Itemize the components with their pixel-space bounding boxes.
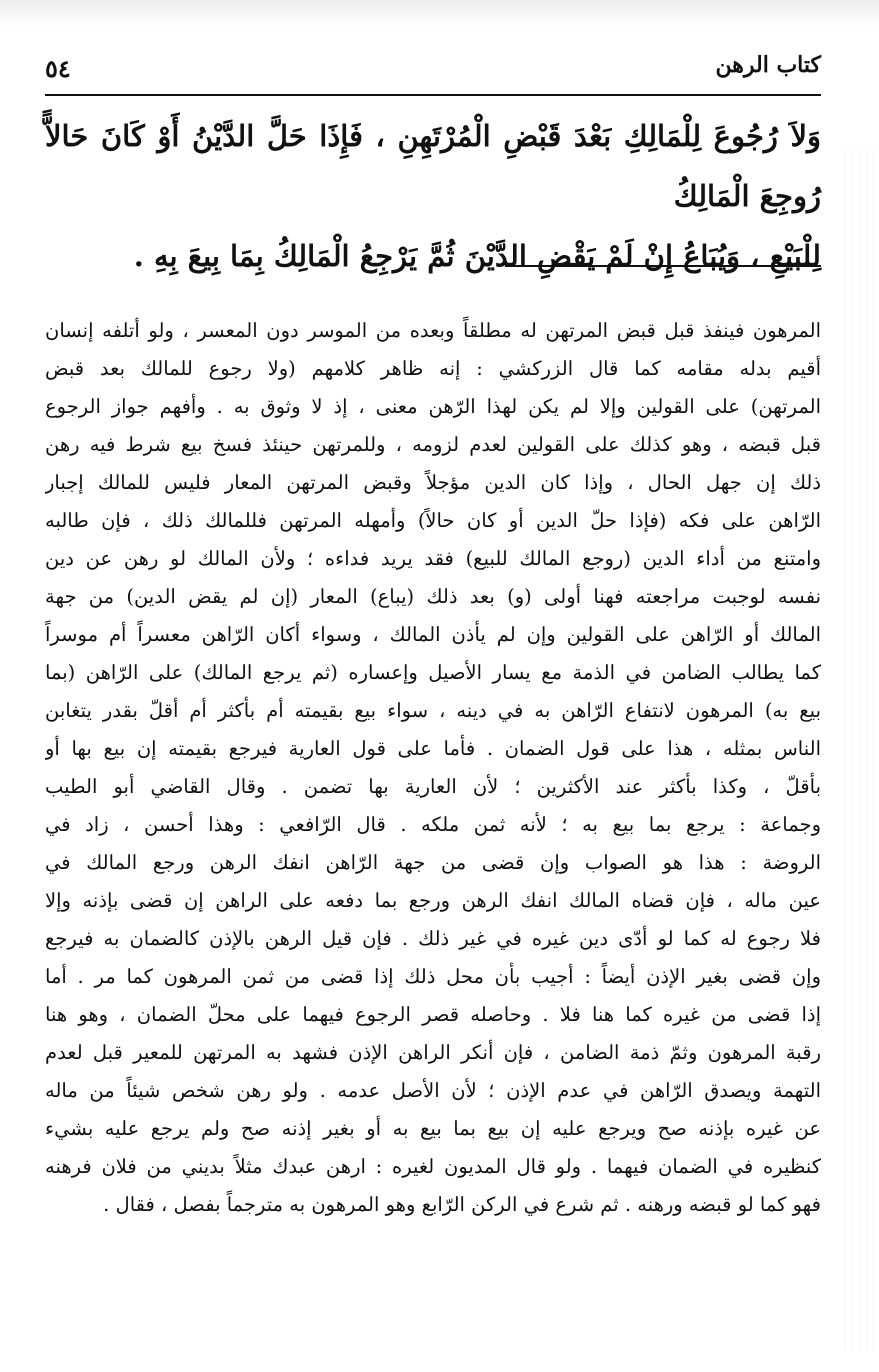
commentary-line: رقبة المرهون وثمّ ذمة الضامن ، فإن أنكر الراهن الإذن فشهد به المرتهن للمعير قبل لعدم [45,1041,821,1064]
matn-line: لِلْبَيْعِ ، وَيُبَاعُ إِنْ لَمْ يَقْضِ الدَّيْنَ ثُمَّ يَرْجِعُ الْمَالِكُ بِمَا بِيعَ بِهِ . [133,239,821,273]
running-title: كتاب الرهن [715,52,821,78]
commentary-line: إذا قضى من غيره كما هنا فلا . وحاصله قصر الرجوع فيهما على محلّ الضمان ، وهو هنا [45,1003,821,1026]
matn-line: وَلاَ رُجُوعَ لِلْمَالِكِ بَعْدَ قَبْضِ الْمُرْتَهِنِ ، فَإِذَا حَلَّ الدَّيْنُ أَوْ كَانَ حَالاًّ رُوجِعَ الْمَالِكُ [45,119,821,213]
commentary-line: المرهون فينفذ قبل قبض المرتهن له مطلقاً وبعده من الموسر دون المعسر ، ولو أتلفه إنسان [45,319,821,342]
scan-edge-right [839,150,879,1350]
commentary-line: المرتهن) على القولين وإلا لم يكن لهذا الرّهن معنى ، إذ لا وثوق به . وأفهم جواز الرجوع [45,395,821,418]
commentary-line: كنظيره في الضمان فيهما . ولو قال المديون لغيره : ارهن عبدك مثلاً بديني من فلان فرهنه [45,1155,821,1178]
header-rule [45,94,821,96]
commentary-line: المالك أو الرّاهن على القولين وإن لم يأذن المالك ، وسواء أكان الرّاهن معسراً أم موسراً [45,623,821,646]
commentary-line: التهمة ويصدق الرّاهن في عدم الإذن ؛ لأن الأصل عدمه . ولو رهن شخص شيئاً من ماله [45,1079,821,1102]
commentary-text [45,312,821,1224]
commentary-line: عن غيره بإذنه صح ويرجع عليه إن بيع بما بيع به أو بغير إذنه صح ولم يرجع عليه بشيء [45,1117,821,1140]
section-divider [505,265,821,267]
commentary-line: قبل قبضه ، وهو كذلك على القولين لعدم لزومه ، وللمرتهن حينئذ فسخ بيع شرط فيه رهن [45,433,821,456]
commentary-line: بأقلّ ، وكذا بأكثر عند الأكثرين ؛ لأن العارية بها تضمن . وقال القاضي أبو الطيب [45,775,821,798]
commentary-line: كما يطالب الضامن في الذمة مع يسار الأصيل وإعساره (ثم يرجع المالك) على الرّاهن (بما [45,661,821,684]
matn-text [45,106,821,286]
commentary-line: فلا رجوع له كما لو أدّى دين غيره في غير ذلك . فإن قيل الرهن بالإذن كالضمان به فيرجع [45,927,821,950]
commentary-line: نفسه لوجبت مراجعته فهنا أولى (و) بعد ذلك (يباع) المعار (إن لم يقض الدين) من جهة [45,585,821,608]
commentary-line: وامتنع من أداء الدين (روجع المالك للبيع) فقد يريد فداءه ؛ ولأن المالك لو رهن عن دين [45,547,821,570]
commentary-line: أقيم بدله مقامه كما قال الزركشي : إنه ظاهر كلامهم (ولا رجوع للمالك بعد قبض [45,357,821,380]
page-header [45,52,821,92]
page-number: ٥٤ [45,54,71,83]
commentary-line: بيع به) المرهون لانتفاع الرّاهن به في دينه ، سواء بيع بقيمته أم بأكثر أم أقلّ بقدر يتغابن [45,699,821,722]
commentary-line: ذلك إن جهل الحال ، وإذا كان الدين مؤجلاً وقبض المرتهن المعار فليس للمالك إجبار [45,471,821,494]
commentary-line: فهو كما لو قبضه ورهنه . ثم شرع في الركن الرّابع وهو المرهون به مترجماً بفصل ، فقال . [103,1193,821,1216]
commentary-line: الناس بمثله ، هذا على قول الضمان . فأما على قول العارية فيرجع بقيمته إن بيع بها أو [45,737,821,760]
commentary-line: عين ماله ، فإن قضاه المالك انفك الرهن ورجع بما دفعه على الراهن إن قضى بإذنه وإلا [45,889,821,912]
commentary-line: الرّاهن على فكه (فإذا حلّ الدين أو كان حالاً) وأمهله المرتهن فللمالك ذلك ، فإن طالبه [45,509,821,532]
scan-edge-top [0,0,879,28]
commentary-line: الروضة : هذا هو الصواب وإن قضى من جهة الرّاهن انفك الرهن ورجع المالك في [45,851,821,874]
commentary-line: وإن قضى بغير الإذن أيضاً : أجيب بأن محل ذلك إذا قضى من ثمن المرهون كما مر . أما [45,965,821,988]
commentary-line: وجماعة : يرجع بما بيع به ؛ لأنه ثمن ملكه . قال الرّافعي : وهذا أحسن ، زاد في [45,813,821,836]
